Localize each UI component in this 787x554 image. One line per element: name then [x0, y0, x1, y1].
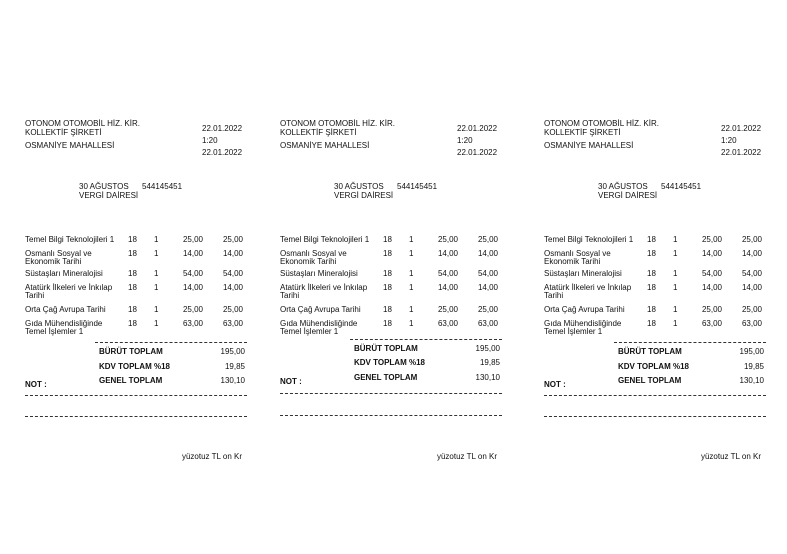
item-quantity: 1 — [409, 283, 414, 292]
item-price: 63,00 — [701, 319, 722, 328]
item-price: 25,00 — [182, 305, 203, 314]
customer-tax-office: 30 AĞUSTOS VERGİ DAİRESİ — [334, 182, 394, 200]
general-total-value: 130,10 — [220, 376, 245, 385]
item-total: 54,00 — [222, 269, 243, 278]
item-vat-rate: 18 — [128, 305, 137, 314]
item-quantity: 1 — [409, 249, 414, 258]
item-quantity: 1 — [154, 269, 159, 278]
item-name: Atatürk İlkeleri ve İnkılap Tarihi — [25, 283, 113, 300]
totals-separator — [614, 342, 766, 343]
invoice-time: 1:20 — [457, 136, 473, 145]
company-district: OSMANİYE MAHALLESİ — [25, 141, 115, 150]
item-vat-rate: 18 — [383, 305, 392, 314]
gross-total-label: BÜRÜT TOPLAM — [354, 344, 418, 353]
receipt — [280, 0, 515, 554]
note-line-2 — [280, 415, 502, 416]
item-price: 63,00 — [182, 319, 203, 328]
item-vat-rate: 18 — [128, 269, 137, 278]
item-price: 14,00 — [701, 283, 722, 292]
item-vat-rate: 18 — [647, 283, 656, 292]
item-name: Osmanlı Sosyal ve Ekonomik Tarihi — [544, 249, 611, 266]
gross-total-value: 195,00 — [475, 344, 500, 353]
item-total: 25,00 — [222, 235, 243, 244]
item-quantity: 1 — [409, 305, 414, 314]
dispatch-date: 22.01.2022 — [457, 148, 498, 157]
customer-number: 544145451 — [142, 182, 183, 191]
item-total: 14,00 — [222, 283, 243, 292]
customer-number: 544145451 — [661, 182, 702, 191]
item-vat-rate: 18 — [647, 269, 656, 278]
item-vat-rate: 18 — [383, 269, 392, 278]
item-price: 14,00 — [182, 283, 203, 292]
invoice-date: 22.01.2022 — [721, 124, 762, 133]
item-vat-rate: 18 — [128, 235, 137, 244]
item-vat-rate: 18 — [383, 319, 392, 328]
totals-separator — [350, 339, 502, 340]
date-block — [721, 123, 761, 159]
gross-total-label: BÜRÜT TOPLAM — [618, 347, 682, 356]
kdv-total-value: 19,85 — [479, 358, 500, 367]
item-name: Süstaşları Mineralojisi — [280, 269, 358, 278]
item-total: 54,00 — [741, 269, 762, 278]
receipt — [544, 0, 779, 554]
item-name: Orta Çağ Avrupa Tarihi — [280, 305, 361, 314]
gross-total-value: 195,00 — [739, 347, 764, 356]
item-vat-rate: 18 — [647, 319, 656, 328]
customer-number: 544145451 — [397, 182, 438, 191]
amount-in-words: yüzotuz TL on Kr — [700, 452, 761, 461]
item-price: 25,00 — [182, 235, 203, 244]
item-price: 63,00 — [437, 319, 458, 328]
date-block — [457, 123, 497, 159]
item-total: 14,00 — [477, 283, 498, 292]
item-price: 25,00 — [437, 235, 458, 244]
date-block — [202, 123, 242, 159]
invoice-time: 1:20 — [721, 136, 737, 145]
customer-tax-office: 30 AĞUSTOS VERGİ DAİRESİ — [598, 182, 658, 200]
item-vat-rate: 18 — [647, 249, 656, 258]
item-total: 25,00 — [477, 235, 498, 244]
item-total: 63,00 — [222, 319, 243, 328]
item-total: 25,00 — [222, 305, 243, 314]
item-total: 54,00 — [477, 269, 498, 278]
item-quantity: 1 — [154, 305, 159, 314]
company-district: OSMANİYE MAHALLESİ — [544, 141, 634, 150]
gross-total-value: 195,00 — [220, 347, 245, 356]
item-quantity: 1 — [154, 249, 159, 258]
invoice-date: 22.01.2022 — [202, 124, 243, 133]
item-name: Atatürk İlkeleri ve İnkılap Tarihi — [280, 283, 368, 300]
item-name: Orta Çağ Avrupa Tarihi — [25, 305, 106, 314]
item-name: Atatürk İlkeleri ve İnkılap Tarihi — [544, 283, 632, 300]
item-quantity: 1 — [409, 235, 414, 244]
item-total: 63,00 — [477, 319, 498, 328]
item-price: 14,00 — [437, 249, 458, 258]
item-vat-rate: 18 — [383, 249, 392, 258]
general-total-value: 130,10 — [475, 373, 500, 382]
item-quantity: 1 — [673, 269, 678, 278]
item-quantity: 1 — [673, 235, 678, 244]
kdv-total-value: 19,85 — [224, 362, 245, 371]
company-name: OTONOM OTOMOBİL HİZ. KİR. KOLLEKTİF ŞİRKETİ — [25, 119, 140, 137]
gross-total-label: BÜRÜT TOPLAM — [99, 347, 163, 356]
item-name: Gıda Mühendisliğinde Temel İşlemler 1 — [25, 319, 103, 336]
item-name: Osmanlı Sosyal ve Ekonomik Tarihi — [25, 249, 92, 266]
item-price: 25,00 — [701, 305, 722, 314]
note-label: NOT : — [544, 380, 566, 389]
item-quantity: 1 — [154, 319, 159, 328]
item-price: 54,00 — [182, 269, 203, 278]
item-quantity: 1 — [154, 283, 159, 292]
item-price: 14,00 — [701, 249, 722, 258]
general-total-label: GENEL TOPLAM — [354, 373, 418, 382]
invoice-time: 1:20 — [202, 136, 218, 145]
item-name: Osmanlı Sosyal ve Ekonomik Tarihi — [280, 249, 347, 266]
customer-tax-office: 30 AĞUSTOS VERGİ DAİRESİ — [79, 182, 139, 200]
item-name: Temel Bilgi Teknolojileri 1 — [280, 235, 370, 244]
kdv-total-label: KDV TOPLAM %18 — [354, 358, 425, 367]
general-total-value: 130,10 — [739, 376, 764, 385]
totals-separator — [95, 342, 247, 343]
item-name: Orta Çağ Avrupa Tarihi — [544, 305, 625, 314]
note-label: NOT : — [25, 380, 47, 389]
item-name: Süstaşları Mineralojisi — [544, 269, 622, 278]
item-quantity: 1 — [673, 283, 678, 292]
item-price: 14,00 — [437, 283, 458, 292]
item-price: 54,00 — [701, 269, 722, 278]
item-vat-rate: 18 — [383, 283, 392, 292]
item-total: 25,00 — [741, 305, 762, 314]
item-name: Gıda Mühendisliğinde Temel İşlemler 1 — [280, 319, 358, 336]
note-label: NOT : — [280, 377, 302, 386]
item-vat-rate: 18 — [647, 235, 656, 244]
item-total: 25,00 — [477, 305, 498, 314]
company-name: OTONOM OTOMOBİL HİZ. KİR. KOLLEKTİF ŞİRKETİ — [280, 119, 395, 137]
dispatch-date: 22.01.2022 — [721, 148, 762, 157]
item-price: 25,00 — [437, 305, 458, 314]
item-name: Süstaşları Mineralojisi — [25, 269, 103, 278]
item-quantity: 1 — [154, 235, 159, 244]
amount-in-words: yüzotuz TL on Kr — [436, 452, 497, 461]
item-total: 63,00 — [741, 319, 762, 328]
item-vat-rate: 18 — [383, 235, 392, 244]
item-vat-rate: 18 — [128, 319, 137, 328]
item-total: 14,00 — [477, 249, 498, 258]
item-total: 25,00 — [741, 235, 762, 244]
general-total-label: GENEL TOPLAM — [618, 376, 682, 385]
item-vat-rate: 18 — [128, 283, 137, 292]
note-line-1 — [544, 395, 766, 396]
note-line-2 — [25, 416, 247, 417]
item-price: 54,00 — [437, 269, 458, 278]
kdv-total-label: KDV TOPLAM %18 — [618, 362, 689, 371]
dispatch-date: 22.01.2022 — [202, 148, 243, 157]
item-quantity: 1 — [409, 319, 414, 328]
item-price: 25,00 — [701, 235, 722, 244]
item-name: Temel Bilgi Teknolojileri 1 — [25, 235, 115, 244]
amount-in-words: yüzotuz TL on Kr — [181, 452, 242, 461]
general-total-label: GENEL TOPLAM — [99, 376, 163, 385]
item-quantity: 1 — [409, 269, 414, 278]
company-district: OSMANİYE MAHALLESİ — [280, 141, 370, 150]
item-name: Gıda Mühendisliğinde Temel İşlemler 1 — [544, 319, 622, 336]
item-quantity: 1 — [673, 305, 678, 314]
item-name: Temel Bilgi Teknolojileri 1 — [544, 235, 634, 244]
company-name: OTONOM OTOMOBİL HİZ. KİR. KOLLEKTİF ŞİRKETİ — [544, 119, 659, 137]
item-total: 14,00 — [222, 249, 243, 258]
kdv-total-label: KDV TOPLAM %18 — [99, 362, 170, 371]
kdv-total-value: 19,85 — [743, 362, 764, 371]
invoice-date: 22.01.2022 — [457, 124, 498, 133]
note-line-1 — [25, 395, 247, 396]
item-quantity: 1 — [673, 249, 678, 258]
item-quantity: 1 — [673, 319, 678, 328]
item-price: 14,00 — [182, 249, 203, 258]
item-vat-rate: 18 — [128, 249, 137, 258]
item-vat-rate: 18 — [647, 305, 656, 314]
receipt — [25, 0, 260, 554]
note-line-1 — [280, 393, 502, 394]
item-total: 14,00 — [741, 283, 762, 292]
note-line-2 — [544, 416, 766, 417]
item-total: 14,00 — [741, 249, 762, 258]
